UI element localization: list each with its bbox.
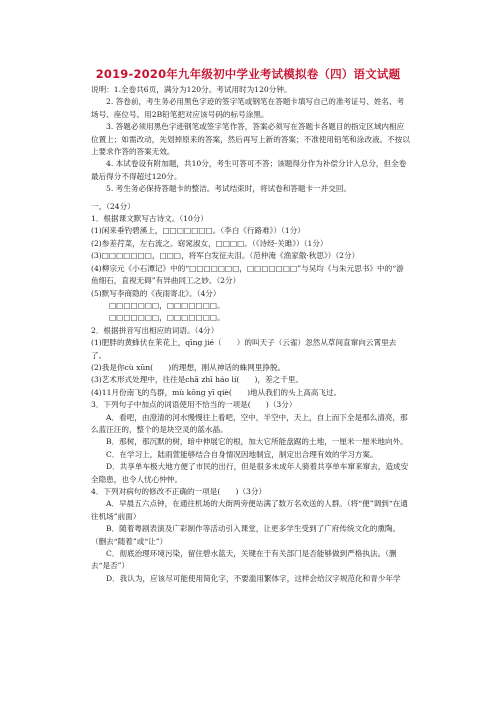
exam-title: 2019-2020年九年级初中学业考试模拟卷（四）语文试题 [95,67,401,81]
question-2-item-1: (1)肥胖的黄蜂伏在茉花上，qīng jié（ ）的叫天子（云雀）忽然从草间直窜向云霄里去了。 [91,338,397,360]
exam-body [91,84,411,585]
question-2-item-3: (3)艺术形式处理中，往往是chā zhī háo lí( )，差之千里。 [91,375,304,385]
question-2-item-2: (2)我是你cù xūn( )的理想，刚从神话的蛛网里挣脱。 [91,362,286,372]
instruction-item-2: 2. 答卷前，考生务必用黑色字迹的签字笔或钢笔在答题卡填写自己的准考证号、姓名、考场号、座位号。用2B铅笔把对应该号码的标号涂黑。 [91,97,405,119]
question-1-item-1: (1)闲来垂钓碧溪上，□□□□□□□。（李白《行路难》）（1分） [91,226,305,236]
question-3-option-b: B．那树，那沉默的树，暗中伸展它的根，加大它所能盘踞的土地，一厘米一厘米地向外。 [106,437,408,447]
question-4-stem: 4．下列对病句的修改不正确的一项是( )（3分） [91,487,267,496]
instruction-item-4: 4. 本试卷设有附加题，共10分，考生可答可不答；该题得分作为补偿分计入总分，但全卷最后得分不得超过120分。 [91,159,407,181]
question-1-item-2: (2)参差荇菜，左右流之。窈窕淑女，□□□□。（《诗经·关雎》）（1分） [91,238,328,248]
question-1-stem: 1．根据课文默写古诗文。（10分） [91,214,209,224]
question-3-option-c: C．在学习上，陆雨萱能够结合自身情况因地制宜，制定出合理有效的学习方案。 [106,449,378,459]
section-heading: 一、（24分） [91,201,135,211]
question-2-stem: 2．根据拼音写出相应的词语。（4分） [91,325,219,335]
question-2-item-4: (4)11月份南飞的鸟群，mù kōng yī qiè( )地从我们的头上高高飞过。 [91,387,342,397]
instruction-item-1: 说明：1.全卷共6页，满分为120分。考试用时为120分钟。 [91,85,292,94]
instruction-item-5: 5. 考生务必保持答题卡的整洁。考试结束时，将试卷和答题卡一并交回。 [106,184,352,194]
question-1-item-5: (5)默写李商隐的《夜雨寄北》。（4分） [91,288,221,298]
question-4-option-a: A．早晨五六点钟，在通往机场的大街两旁便站满了数万名欢送的人群。（将“便”调到“在通往机场”前面） [91,499,408,521]
question-1-item-3: (3)□□□□□□□，□□□，将军白发征夫泪。（范仲淹《渔家傲·秋思》）（2分） [91,251,360,261]
question-3-option-d: D．共享单车极大地方便了市民的出行，但是很多未成年人骑着共享单车窜来窜去，造成安全隐患，也令人忧心忡忡。 [91,462,409,484]
question-3-stem: 3．下列句子中加点的词语使用不恰当的一项是( )（3分） [91,400,297,410]
question-3-option-a: A．看吧，由澄清的河水慢慢往上看吧，空中，半空中，天上，自上而下全是那么清亮，那么蓝汪汪的，整个的是块空灵的蓝水晶。 [91,412,408,434]
instructions-label: 说明： [91,85,114,94]
question-4-option-d: D．我认为，应该尽可能使用简化字，不要滥用繁体字，这样会给汉字规范化和青少年学 [106,573,401,583]
instruction-item-3: 3. 答题必须用黑色字迹钢笔或签字笔作答，答案必须写在答题卡各题目的指定区域内相应位置上；如需改动，先划掉原来的答案，然后再写上新的答案；不准使用铅笔和涂改液。不按以上要求作答的答案无效。 [91,122,410,157]
poem-line-2: □□□□□□□，□□□□□□□。 [109,313,225,323]
question-4-option-c: C．彻底治理环境污染，留住碧水蓝天，关键在于有关部门是否能够做到严格执法。（删去“是否”） [91,549,397,571]
poem-line-1: □□□□□□□，□□□□□□□。 [109,300,225,310]
question-4-option-b: B．随着粤剧表演及广彩制作等活动引入课堂，让更多学生受到了广府传统文化的熏陶。（删去“随着”或“让”） [91,524,401,546]
question-1-item-4: (4)柳宗元《小石潭记》中的“□□□□□□□，□□□□□□□”与吴均《与朱元思书》中的“游鱼细石，直视无碍”有异曲同工之妙。（2分） [91,263,404,286]
